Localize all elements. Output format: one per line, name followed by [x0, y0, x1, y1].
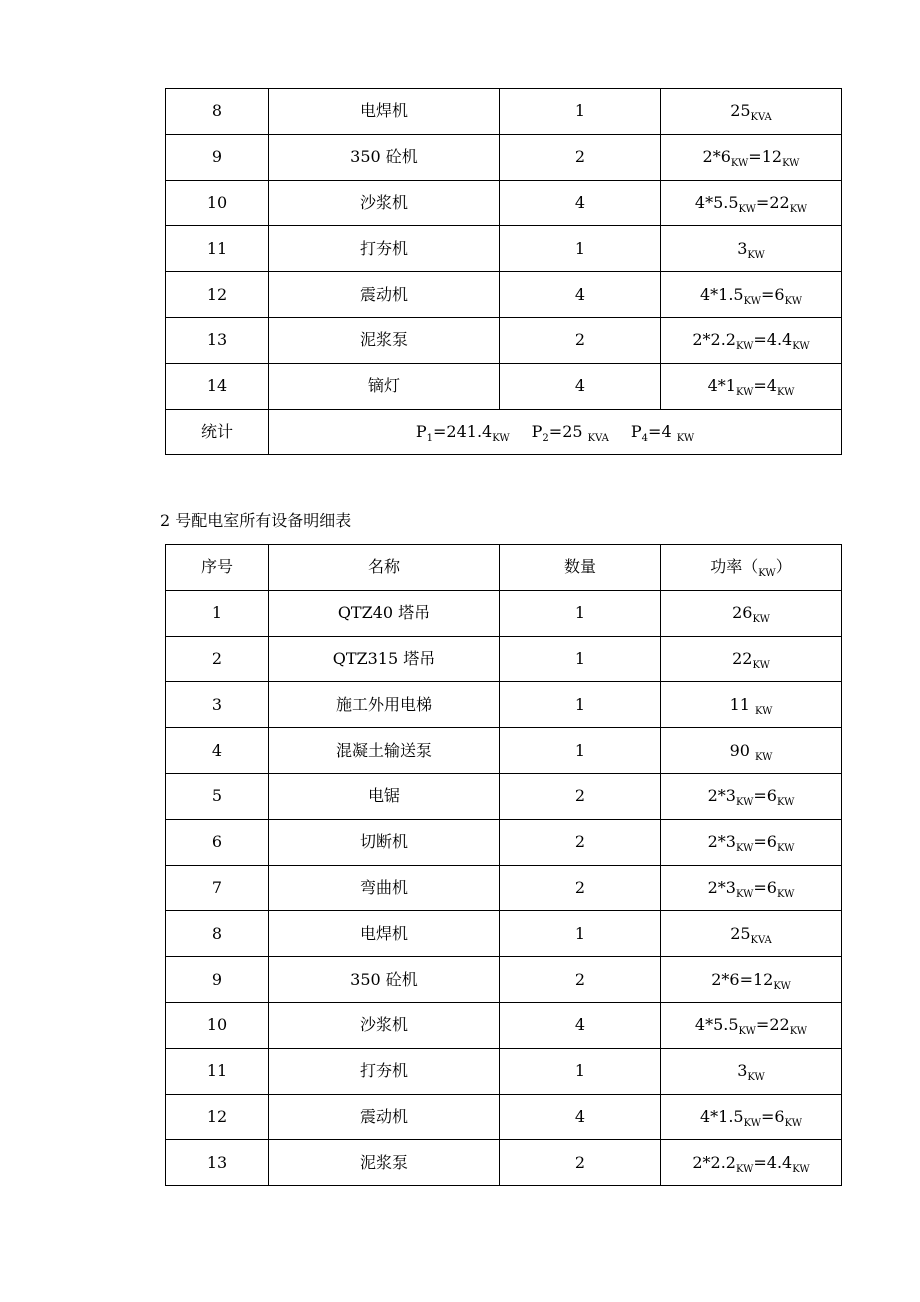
table-1-body: [166, 89, 842, 410]
cell-qty: 1: [500, 226, 661, 272]
cell-no: 6: [166, 819, 269, 865]
cell-power: $2*3_{KW}=6_{KW}$: [661, 865, 842, 911]
table-row: [166, 590, 842, 636]
cell-power: $4*1.5_{KW}=6_{KW}$: [661, 272, 842, 318]
cell-no: 5: [166, 773, 269, 819]
table-row: [166, 1140, 842, 1186]
cell-power: $4*1.5_{KW}=6_{KW}$: [661, 1094, 842, 1140]
cell-power: $3_{KW}$: [661, 226, 842, 272]
cell-qty: 4: [500, 1002, 661, 1048]
cell-no: 2: [166, 636, 269, 682]
cell-power: $22_{KW}$: [661, 636, 842, 682]
summary-row: [166, 409, 842, 455]
equipment-table-1: [165, 88, 842, 455]
cell-power: $25_{KVA}$: [661, 911, 842, 957]
cell-power: $2*6_{KW}=12_{KW}$: [661, 134, 842, 180]
cell-name: QTZ315 塔吊: [269, 636, 500, 682]
cell-no: 10: [166, 1002, 269, 1048]
table-row: [166, 180, 842, 226]
header-name: 名称: [269, 545, 500, 591]
cell-name: 弯曲机: [269, 865, 500, 911]
cell-power: 11 $_{KW}$: [661, 682, 842, 728]
cell-name: 电焊机: [269, 911, 500, 957]
cell-name: 施工外用电梯: [269, 682, 500, 728]
table-2-header: [166, 545, 842, 591]
cell-power: $3_{KW}$: [661, 1048, 842, 1094]
cell-qty: 4: [500, 363, 661, 409]
cell-no: 10: [166, 180, 269, 226]
cell-power: $25_{KVA}$: [661, 89, 842, 135]
table-row: [166, 865, 842, 911]
cell-name: 沙浆机: [269, 1002, 500, 1048]
cell-no: 9: [166, 957, 269, 1003]
table-row: [166, 957, 842, 1003]
cell-qty: 1: [500, 89, 661, 135]
summary-p4: $P_4=4$ $_{KW}$: [630, 421, 695, 444]
cell-qty: 2: [500, 773, 661, 819]
cell-no: 11: [166, 1048, 269, 1094]
cell-qty: 1: [500, 728, 661, 774]
cell-no: 8: [166, 911, 269, 957]
summary-p1: $P_1=241.4_{KW}$: [415, 421, 510, 444]
cell-name: 混凝土输送泵: [269, 728, 500, 774]
cell-power: $26_{KW}$: [661, 590, 842, 636]
table-row: [166, 1048, 842, 1094]
cell-no: 11: [166, 226, 269, 272]
cell-qty: 4: [500, 180, 661, 226]
cell-qty: 1: [500, 911, 661, 957]
cell-no: 1: [166, 590, 269, 636]
cell-qty: 2: [500, 134, 661, 180]
cell-power: $2*6=12_{KW}$: [661, 957, 842, 1003]
cell-name: 切断机: [269, 819, 500, 865]
cell-qty: 1: [500, 682, 661, 728]
cell-qty: 1: [500, 1048, 661, 1094]
cell-name: 电锯: [269, 773, 500, 819]
cell-no: 4: [166, 728, 269, 774]
cell-name: 镝灯: [269, 363, 500, 409]
table-row: [166, 1094, 842, 1140]
cell-name: 震动机: [269, 272, 500, 318]
cell-qty: 2: [500, 957, 661, 1003]
cell-name: QTZ40 塔吊: [269, 590, 500, 636]
header-no: 序号: [166, 545, 269, 591]
table-row: [166, 773, 842, 819]
cell-name: 打夯机: [269, 226, 500, 272]
cell-no: 3: [166, 682, 269, 728]
table-row: [166, 226, 842, 272]
cell-no: 12: [166, 1094, 269, 1140]
table-row: [166, 272, 842, 318]
cell-no: 13: [166, 1140, 269, 1186]
cell-name: 沙浆机: [269, 180, 500, 226]
cell-qty: 2: [500, 1140, 661, 1186]
cell-power: $4*1_{KW}=4_{KW}$: [661, 363, 842, 409]
table-row: [166, 317, 842, 363]
table-1-summary: [166, 409, 842, 455]
cell-power: $4*5.5_{KW}=22_{KW}$: [661, 180, 842, 226]
table-2-body: [166, 590, 842, 1185]
table-row: [166, 636, 842, 682]
cell-no: 13: [166, 317, 269, 363]
cell-qty: 2: [500, 819, 661, 865]
cell-power: 90 $_{KW}$: [661, 728, 842, 774]
cell-name: 泥浆泵: [269, 1140, 500, 1186]
header-power: 功率$(_{KW})$: [661, 545, 842, 591]
cell-power: $2*3_{KW}=6_{KW}$: [661, 819, 842, 865]
cell-name: 350 砼机: [269, 134, 500, 180]
cell-qty: 1: [500, 636, 661, 682]
cell-name: 打夯机: [269, 1048, 500, 1094]
header-row: [166, 545, 842, 591]
cell-power: $2*2.2_{KW}=4.4_{KW}$: [661, 1140, 842, 1186]
table-row: [166, 728, 842, 774]
table-row: [166, 682, 842, 728]
cell-qty: 4: [500, 1094, 661, 1140]
equipment-table-2: [165, 544, 842, 1186]
table-row: [166, 819, 842, 865]
table-row: [166, 89, 842, 135]
cell-qty: 1: [500, 590, 661, 636]
cell-power: $4*5.5_{KW}=22_{KW}$: [661, 1002, 842, 1048]
cell-no: 9: [166, 134, 269, 180]
cell-name: 350 砼机: [269, 957, 500, 1003]
summary-p2: $P_2=25$ $_{KVA}$: [531, 421, 609, 444]
cell-no: 14: [166, 363, 269, 409]
table-2-caption: 2 号配电室所有设备明细表: [160, 511, 352, 530]
cell-no: 8: [166, 89, 269, 135]
header-qty: 数量: [500, 545, 661, 591]
cell-qty: 4: [500, 272, 661, 318]
table-row: [166, 363, 842, 409]
cell-qty: 2: [500, 317, 661, 363]
cell-qty: 2: [500, 865, 661, 911]
cell-no: 12: [166, 272, 269, 318]
table-row: [166, 911, 842, 957]
summary-label: 统计: [166, 409, 269, 455]
cell-no: 7: [166, 865, 269, 911]
cell-power: $2*3_{KW}=6_{KW}$: [661, 773, 842, 819]
cell-name: 电焊机: [269, 89, 500, 135]
table-row: [166, 1002, 842, 1048]
summary-values: [269, 409, 842, 455]
table-row: [166, 134, 842, 180]
cell-name: 震动机: [269, 1094, 500, 1140]
cell-power: $2*2.2_{KW}=4.4_{KW}$: [661, 317, 842, 363]
cell-name: 泥浆泵: [269, 317, 500, 363]
